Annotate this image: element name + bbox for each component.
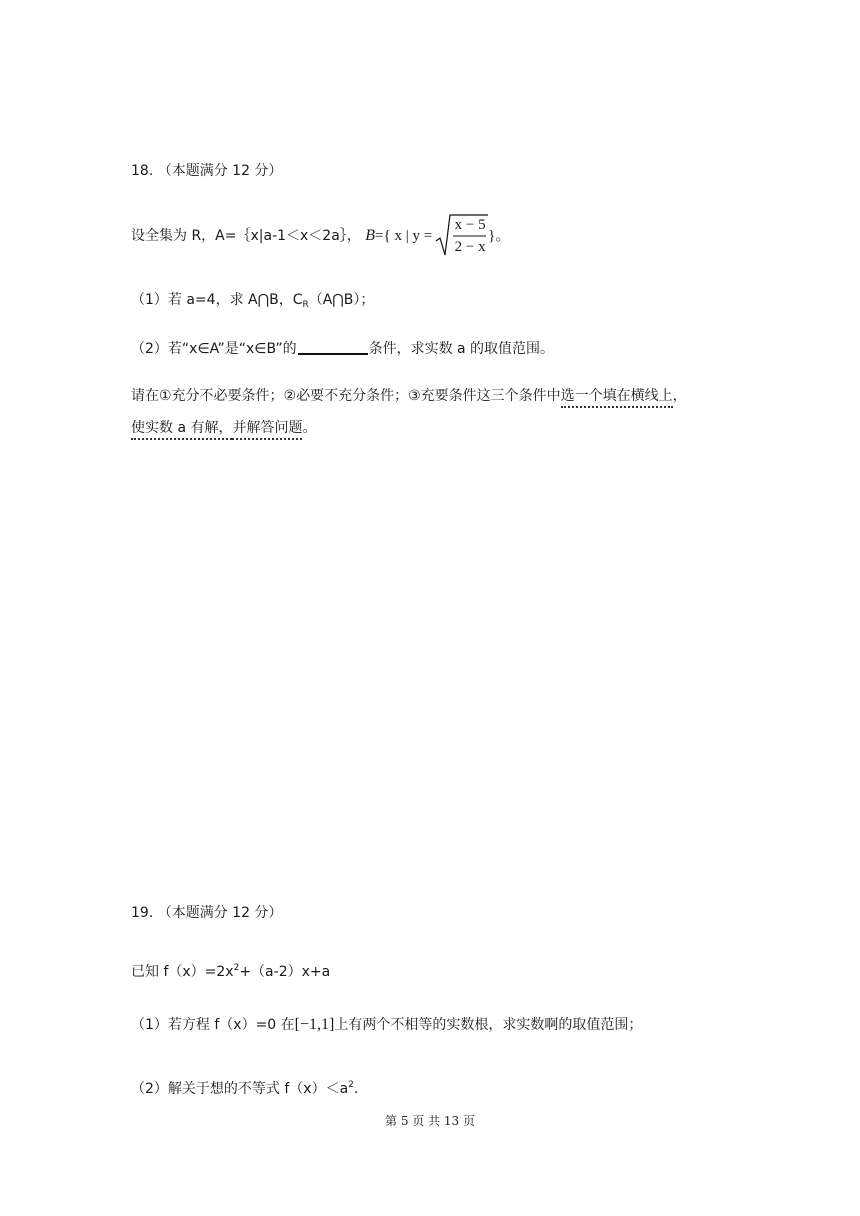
q18-intro (131, 213, 510, 259)
q19-function-text: 已知 f（x）=2x (131, 964, 234, 980)
q19-function-text-end: +（a-2）x+a (239, 964, 331, 980)
q18-part1-text-end: （A⋂B）； (308, 292, 375, 308)
q18-note-emphasis-3: 并解答问题 (232, 420, 302, 440)
q18-note-emphasis: 选一个填在横线上 (561, 388, 673, 408)
answer-blank[interactable] (298, 339, 368, 355)
q18-note-emphasis-2: 使实数 a 有解， (131, 420, 232, 440)
q18-part1 (131, 290, 374, 315)
q18-set-b-suffix: }。 (488, 228, 511, 244)
q19-part2 (131, 1075, 358, 1099)
q19-intro (131, 958, 330, 982)
fraction-denominator: 2 − x (454, 239, 486, 255)
q19-part2-exponent: 2 (348, 1080, 354, 1090)
q18-part2-text-end: 条件，求实数 a 的取值范围。 (368, 341, 555, 357)
q18-set-b-prefix: ={ x | y = (375, 228, 433, 244)
q18-note-comma: ， (672, 388, 687, 404)
q18-header: 18. （本题满分 12 分） (131, 163, 283, 179)
q19-part1-text: （1）若方程 f（x）=0 在 (131, 1017, 295, 1033)
page-footer: 第 5 页 共 13 页 (385, 1114, 475, 1128)
q18-part2-text: （2）若“x∈A”是“x∈B”的 (131, 341, 297, 357)
q19-part2-text-end: . (353, 1081, 359, 1097)
q19-header: 19. （本题满分 12 分） (131, 905, 283, 921)
q18-note-line1 (131, 386, 687, 406)
q19-interval: [−1,1] (294, 1016, 335, 1033)
sqrt-fraction (434, 213, 488, 259)
q18-note-period: 。 (302, 420, 317, 436)
q18-part1-subscript: R (302, 300, 309, 310)
q18-part1-text: （1）若 a=4，求 A⋂B，C (131, 292, 303, 308)
q18-set-a-definition: 设全集为 R，A=｛x|a-1＜x＜2a｝， (131, 228, 361, 244)
q18-set-b-symbol: B (365, 227, 376, 244)
q19-exponent: 2 (233, 963, 240, 973)
q18-note-text: 请在①充分不必要条件；②必要不充分条件；③充要条件这三个条件中 (131, 388, 561, 404)
q19-part2-text: （2）解关于想的不等式 f（x）＜a (131, 1081, 349, 1097)
q18-note-line2 (131, 418, 316, 438)
q18-part2 (131, 339, 554, 359)
q19-part1 (131, 1015, 642, 1035)
fraction-numerator: x − 5 (454, 217, 486, 233)
q19-part1-text-end: 上有两个不相等的实数根，求实数啊的取值范围； (334, 1017, 643, 1033)
